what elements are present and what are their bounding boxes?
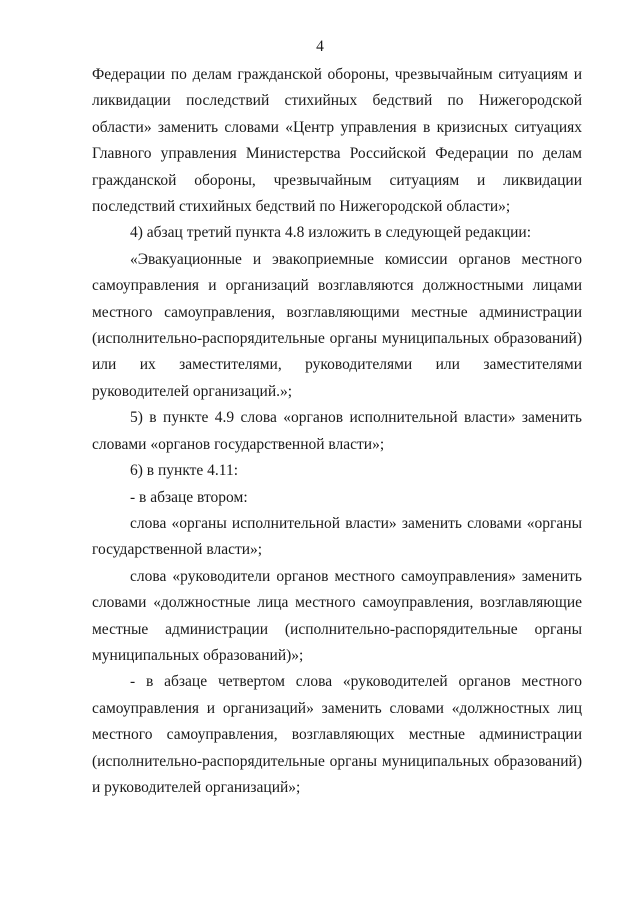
paragraph-item-6: 6) в пункте 4.11: [130, 462, 239, 480]
page-number: 4 [316, 38, 324, 55]
paragraph-subitem-second: - в абзаце втором: [130, 488, 248, 506]
paragraph-quote-evacuation: «Эвакуационные и эвакоприемные комиссии органов местного самоуправления и организаций возглавляются должностными лицами местного самоуправления, возглавляющими местные администрации (исполнительно-распорядительные органы муниципальных образований) или их заместителями, руководителями или заместителями руководителей организаций.»; [92, 250, 582, 400]
paragraph-replace-bodies: слова «органы исполнительной власти» заменить словами «органы государственной власти»; [92, 514, 582, 559]
paragraph-item-4: 4) абзац третий пункта 4.8 изложить в следующей редакции: [130, 224, 532, 242]
paragraph-item-5: 5) в пункте 4.9 слова «органов исполнительной власти» заменить словами «органов государственной власти»; [92, 409, 582, 453]
paragraph-continuation: Федерации по делам гражданской обороны, чрезвычайным ситуациям и ликвидации последствий стихийных бедствий по Нижегородской области» заменить словами «Центр управления в кризисных ситуациях Главного управления Министерства Российской Федерации по делам гражданской обороны, чрезвычайным ситуациям и ликвидации последствий стихийных бедствий по Нижегородской области»; [92, 66, 582, 216]
paragraph-subitem-fourth: - в абзаце четвертом слова «руководителей органов местного самоуправления и организаций» заменить словами «должностных лиц местного самоуправления, возглавляющих местные администрации (исполнительно-распорядительные органы муниципальных образований) и руководителей организаций»; [92, 673, 582, 796]
document-body [92, 62, 582, 801]
paragraph-replace-heads: слова «руководители органов местного самоуправления» заменить словами «должностные лица местного самоуправления, возглавляющие местные администрации (исполнительно-распорядительные органы муниципальных образований)»; [92, 567, 582, 664]
